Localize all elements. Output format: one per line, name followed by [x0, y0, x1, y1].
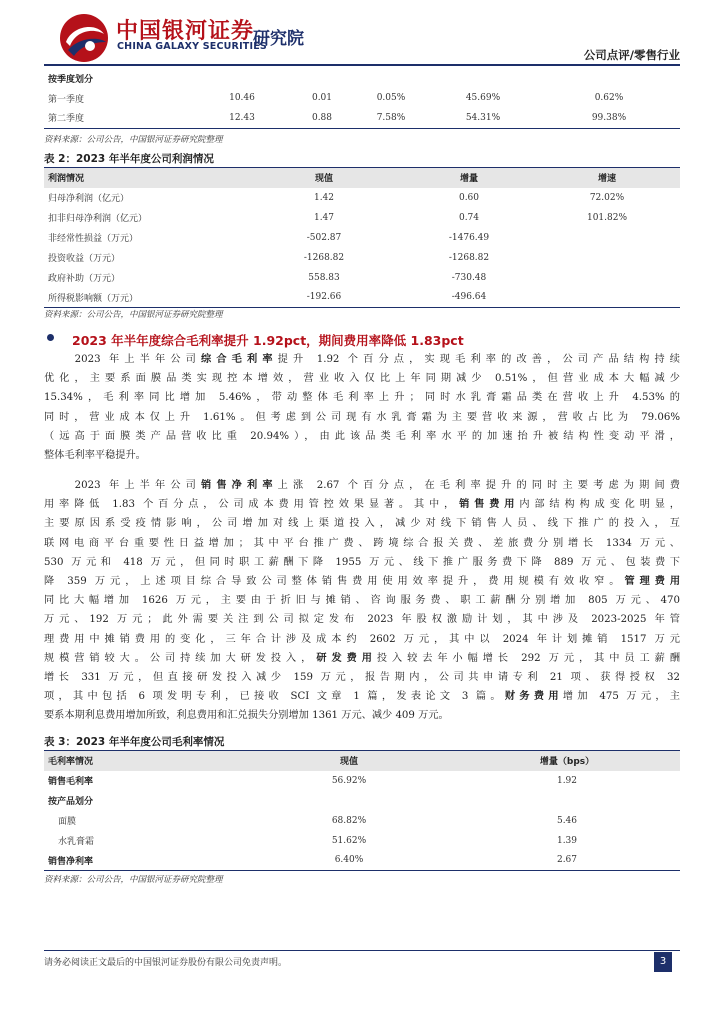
paragraph-line: 要系本期利息费用增加所致，利息费用和汇兑损失分别增加 1361 万元、减少 409 万元。: [44, 710, 449, 722]
table-3-source: 资料来源：公司公告，中国银河证券研究院整理: [44, 875, 223, 885]
paragraph-line: （远高于面膜类产品营收比重 20.94%），由此该品类毛利率水平的加速抬升被结构性变动平滑，: [44, 430, 680, 442]
table-cell: 1.42: [313, 192, 335, 203]
row-label: 面膜: [58, 817, 77, 827]
table-header-row: [44, 751, 680, 771]
paragraph-line: 万元、192 万元；此外需要关注到公司拟定发布 2023 年股权激励计划，其中涉及 2023-2025 年管: [44, 614, 680, 626]
table-1-source: 资料来源：公司公告，中国银河证券研究院整理: [44, 135, 223, 145]
table-cell: -730.48: [451, 272, 487, 283]
row-label: 销售毛利率: [48, 777, 94, 787]
row-label: 第一季度: [48, 94, 85, 105]
table-cell: 0.74: [458, 212, 480, 223]
table-cell: [454, 791, 680, 811]
row-label: 政府补助（万元）: [48, 274, 121, 284]
table-cell: -502.87: [306, 232, 342, 243]
table-row: [44, 288, 680, 308]
table-2-profit: [44, 167, 680, 308]
institute-label: 研究院: [253, 29, 304, 49]
table-1-continued: [44, 68, 680, 129]
section-bullet-icon: [47, 334, 54, 341]
table-2-source: 资料来源：公司公告，中国银河证券研究院整理: [44, 310, 223, 320]
table-cell: 1.39: [556, 835, 578, 846]
footer-disclaimer: 请务必阅读正文最后的中国银河证券股份有限公司免责声明。: [44, 958, 288, 968]
row-label: 水乳膏霜: [58, 837, 95, 847]
paragraph-line: 降 359 万元，上述项目综合导致公司整体销售费用使用效率提升，费用规模有效收窄。管理费用: [44, 576, 680, 588]
table-cell: [534, 288, 680, 308]
row-label: 扣非归母净利润（亿元）: [48, 214, 148, 224]
paragraph-line: 联网电商平台重要性日益增加；其中平台推广费、跨境综合报关费、差旅费分别增长 1334 万元、: [44, 537, 680, 549]
table-row: [44, 771, 680, 791]
paragraph-line: 530 万元和 418 万元，但同时职工薪酬下降 1955 万元、线下推广服务费下降 889 万元、包装费下: [44, 556, 680, 568]
row-label: 第二季度: [44, 108, 194, 128]
paragraph-line: 整体毛利率平稳提升。: [44, 450, 146, 462]
table-cell: 7.58%: [354, 108, 428, 128]
column-header: 增量（bps）: [454, 751, 680, 771]
table-cell: -1476.49: [448, 232, 490, 243]
paragraph-line: 增长 331 万元，但直接研发投入减少 159 万元，报告期内，公司共申请专利 21 项、获得授权 32: [44, 672, 680, 684]
paragraph-gross-margin: [44, 350, 680, 465]
table-cell: [534, 228, 680, 248]
row-label: 按产品划分: [48, 797, 94, 807]
page-number: 3: [654, 952, 672, 972]
table-3-margin: [44, 750, 680, 871]
table-row: [44, 188, 680, 208]
paragraph-line: 2023 年上半年公司综合毛利率提升 1.92 个百分点，实现毛利率的改善，公司产品结构持续: [74, 354, 680, 365]
table-cell: 68.82%: [331, 815, 367, 826]
column-header: 利润情况: [44, 168, 244, 188]
table-cell: [244, 791, 454, 811]
row-label: 非经常性损益（万元）: [48, 234, 139, 244]
paragraph-line: 理费用中摊销费用的变化，三年合计涉及成本约 2602 万元，其中以 2024 年计划摊销 1517 万元: [44, 633, 680, 645]
table-cell: 51.62%: [331, 835, 367, 846]
table-cell: [534, 248, 680, 268]
table-row: [44, 811, 680, 831]
table-cell: 72.02%: [589, 192, 625, 203]
table-cell: -192.66: [244, 288, 404, 308]
table-cell: 45.69%: [465, 93, 501, 103]
column-header: 增速: [534, 168, 680, 188]
paragraph-line: 主要原因系受疫情影响，公司增加对线上渠道投入，减少对线下销售人员、线下推广的投入，互: [44, 518, 680, 530]
footer-divider: [44, 950, 680, 951]
row-label: 投资收益（万元）: [48, 254, 121, 264]
table-cell: 2.67: [454, 851, 680, 871]
table-cell: 558.83: [308, 272, 340, 283]
table-cell: 0.01: [311, 93, 333, 103]
table-cell: 5.46: [556, 815, 578, 826]
table-3-title: 表 3：2023 年半年度公司毛利率情况: [44, 736, 225, 748]
paragraph-line: 用率降低 1.83 个百分点，公司成本费用管控效果显著。其中，销售费用内部结构构成变化明显，: [44, 499, 680, 511]
table-cell: 101.82%: [586, 212, 628, 223]
table-row: [44, 248, 680, 268]
paragraph-line: 15.34%，毛利率同比增加 5.46%，带动整体毛利率上升；同时水乳膏霜品类在营收上升 4.53%的: [44, 392, 680, 404]
table-cell: -496.64: [404, 288, 534, 308]
column-header: 毛利率情况: [44, 751, 244, 771]
column-header: 增量: [404, 168, 534, 188]
header-divider: [44, 64, 680, 66]
logo-english-name: CHINA GALAXY SECURITIES: [117, 41, 267, 52]
table-row: [44, 791, 680, 811]
table-cell: 1.92: [556, 775, 578, 786]
table-row: [44, 88, 680, 108]
galaxy-logo-icon: [58, 12, 110, 64]
table-cell: -1268.82: [303, 252, 345, 263]
table-row: [44, 228, 680, 248]
paragraph-line: 优化，主要系面膜品类实现控本增效，营业收入仅比上年同期减少 0.51%，但营业成本大幅减少: [44, 373, 680, 385]
table-cell: [534, 268, 680, 288]
paragraph-line: 同比大幅增加 1626 万元，主要由于折旧与摊销、咨询服务费、职工薪酬分别增加 805 万元、470: [44, 595, 680, 607]
table-cell: 12.43: [194, 108, 290, 128]
row-label: 归母净利润（亿元）: [48, 194, 130, 204]
table-cell: 1.47: [313, 212, 335, 223]
paragraph-line: 规模营销较大。公司持续加大研发投入，研发费用投入较去年小幅增长 292 万元，其中员工薪酬: [44, 652, 680, 664]
table-cell: 99.38%: [538, 108, 680, 128]
page-header: [0, 0, 724, 70]
paragraph-line: 同时，营业成本仅上升 1.61%。但考虑到公司现有水乳膏霜为主要营收来源，营收占比为 79.06%: [44, 411, 680, 423]
table-cell: 0.05%: [376, 93, 406, 103]
logo-chinese-name: 中国银河证券: [116, 19, 255, 44]
table-2-title: 表 2：2023 年半年度公司利润情况: [44, 153, 214, 165]
section-heading: 2023 年半年度综合毛利率提升 1.92pct，期间费用率降低 1.83pct: [72, 333, 464, 348]
column-header: 现值: [244, 168, 404, 188]
table-row: [44, 108, 680, 128]
paragraph-line: 2023 年上半年公司销售净利率上涨 2.67 个百分点，在毛利率提升的同时主要考虑为期间费: [74, 480, 680, 491]
table-cell: -1268.82: [448, 252, 490, 263]
row-label: 销售净利率: [44, 851, 244, 871]
table-cell: 56.92%: [331, 775, 367, 786]
table-cell: 6.40%: [244, 851, 454, 871]
table-header-row: [44, 168, 680, 188]
column-header: 现值: [244, 751, 454, 771]
table-row: [44, 851, 680, 871]
table-row: [44, 831, 680, 851]
table-group-label: 按季度划分: [48, 74, 94, 85]
row-label: 所得税影响额（万元）: [44, 288, 244, 308]
document-category: 公司点评/零售行业: [583, 48, 680, 62]
paragraph-line: 项，其中包括 6 项发明专利，已接收 SCI 文章 1 篇，发表论文 3 篇。财务费用增加 475 万元，主: [44, 691, 680, 703]
table-cell: 0.62%: [594, 93, 624, 103]
paragraph-net-margin: [44, 476, 680, 726]
table-cell: 0.88: [290, 108, 354, 128]
table-cell: 54.31%: [428, 108, 538, 128]
table-row: [44, 208, 680, 228]
table-cell: 10.46: [229, 93, 255, 103]
table-row: [44, 268, 680, 288]
table-cell: 0.60: [458, 192, 480, 203]
